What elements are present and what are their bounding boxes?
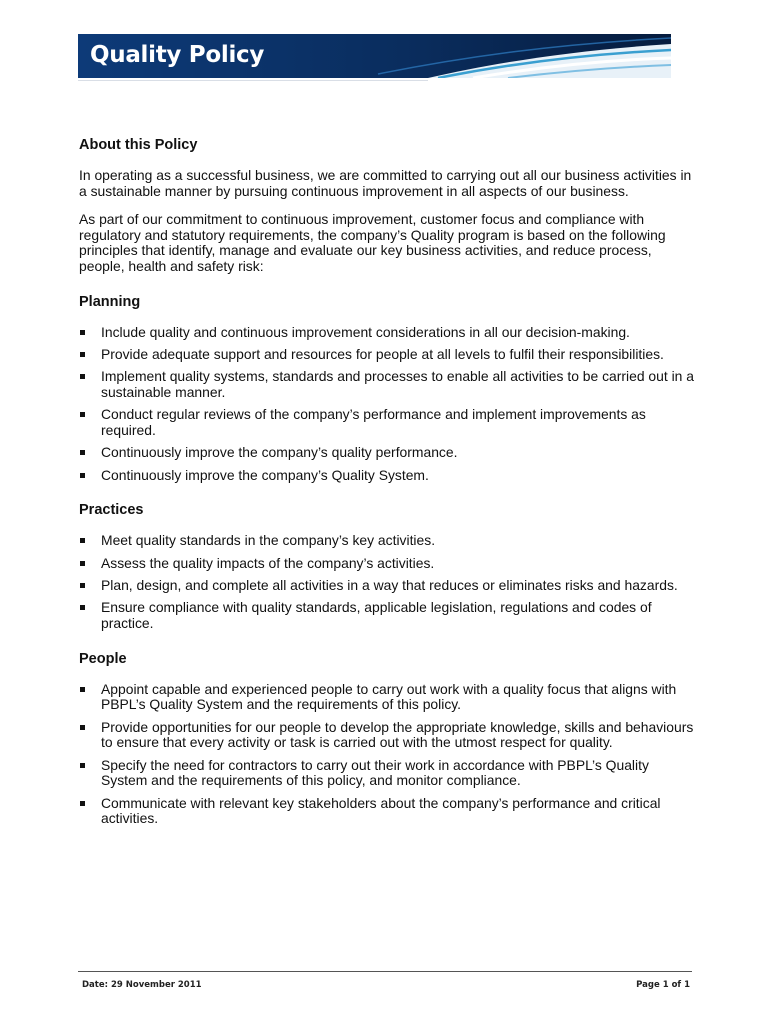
planning-heading: Planning xyxy=(79,293,141,310)
bullet-icon xyxy=(80,801,85,806)
bullet-icon xyxy=(80,473,85,478)
footer-date: Date: 29 November 2011 xyxy=(82,980,202,990)
bullet-icon xyxy=(80,583,85,588)
practices-section xyxy=(79,501,694,631)
list-item: Conduct regular reviews of the company’s performance and implement improvements as required. xyxy=(79,407,694,438)
list-item: Provide adequate support and resources for people at all levels to fulfil their responsibilities. xyxy=(79,347,694,363)
bullet-icon xyxy=(80,330,85,335)
planning-list xyxy=(79,325,694,484)
bullet-icon xyxy=(80,450,85,455)
bullet-icon xyxy=(80,687,85,692)
list-item: Communicate with relevant key stakeholders about the company’s performance and critical activities. xyxy=(79,796,694,827)
list-item: Implement quality systems, standards and processes to enable all activities to be carried out in a sustainable manner. xyxy=(79,369,694,400)
practices-list xyxy=(79,533,694,631)
about-paragraph-2: As part of our commitment to continuous improvement, customer focus and compliance with regulatory and statutory requirements, the company’s Quality program is based on the following principles that identify, manage and evaluate our key business activities, and reduce process, people, health and safety risk: xyxy=(79,211,666,274)
bullet-icon xyxy=(80,605,85,610)
footer-divider xyxy=(78,971,692,972)
list-item: Specify the need for contractors to carry out their work in accordance with PBPL’s Quality System and the requirements of this policy, and monitor compliance. xyxy=(79,758,694,789)
list-item: Provide opportunities for our people to develop the appropriate knowledge, skills and behaviours to ensure that every activity or task is carried out with the utmost respect for quality. xyxy=(79,720,694,751)
bullet-icon xyxy=(80,561,85,566)
list-item: Plan, design, and complete all activities in a way that reduces or eliminates risks and hazards. xyxy=(79,578,694,594)
footer-page-number: Page 1 of 1 xyxy=(636,980,690,990)
people-section xyxy=(79,650,694,827)
list-item: Ensure compliance with quality standards, applicable legislation, regulations and codes of practice. xyxy=(79,600,694,631)
practices-heading: Practices xyxy=(79,502,144,519)
list-item: Include quality and continuous improvement considerations in all our decision-making. xyxy=(79,325,694,341)
planning-section xyxy=(79,293,694,484)
bullet-icon xyxy=(80,725,85,730)
bullet-icon xyxy=(80,763,85,768)
people-list xyxy=(79,682,694,827)
bullet-icon xyxy=(80,352,85,357)
about-heading: About this Policy xyxy=(79,137,198,153)
list-item: Continuously improve the company’s quality performance. xyxy=(79,445,694,461)
list-item: Assess the quality impacts of the company’s activities. xyxy=(79,556,694,572)
header-banner xyxy=(78,34,671,78)
bullet-icon xyxy=(80,412,85,417)
header-underline xyxy=(78,80,428,81)
list-item: Continuously improve the company’s Quality System. xyxy=(79,468,694,484)
people-heading: People xyxy=(79,650,127,667)
bullet-icon xyxy=(80,374,85,379)
document-body xyxy=(79,136,694,843)
bullet-icon xyxy=(80,538,85,543)
list-item: Meet quality standards in the company’s key activities. xyxy=(79,533,694,549)
page-title: Quality Policy xyxy=(90,42,265,68)
about-paragraph-1: In operating as a successful business, we are committed to carrying out all our business activities in a sustainable manner by pursuing continuous improvement in all aspects of our business. xyxy=(79,167,692,199)
list-item: Appoint capable and experienced people to carry out work with a quality focus that aligns with PBPL’s Quality System and the requirements of this policy. xyxy=(79,682,694,713)
